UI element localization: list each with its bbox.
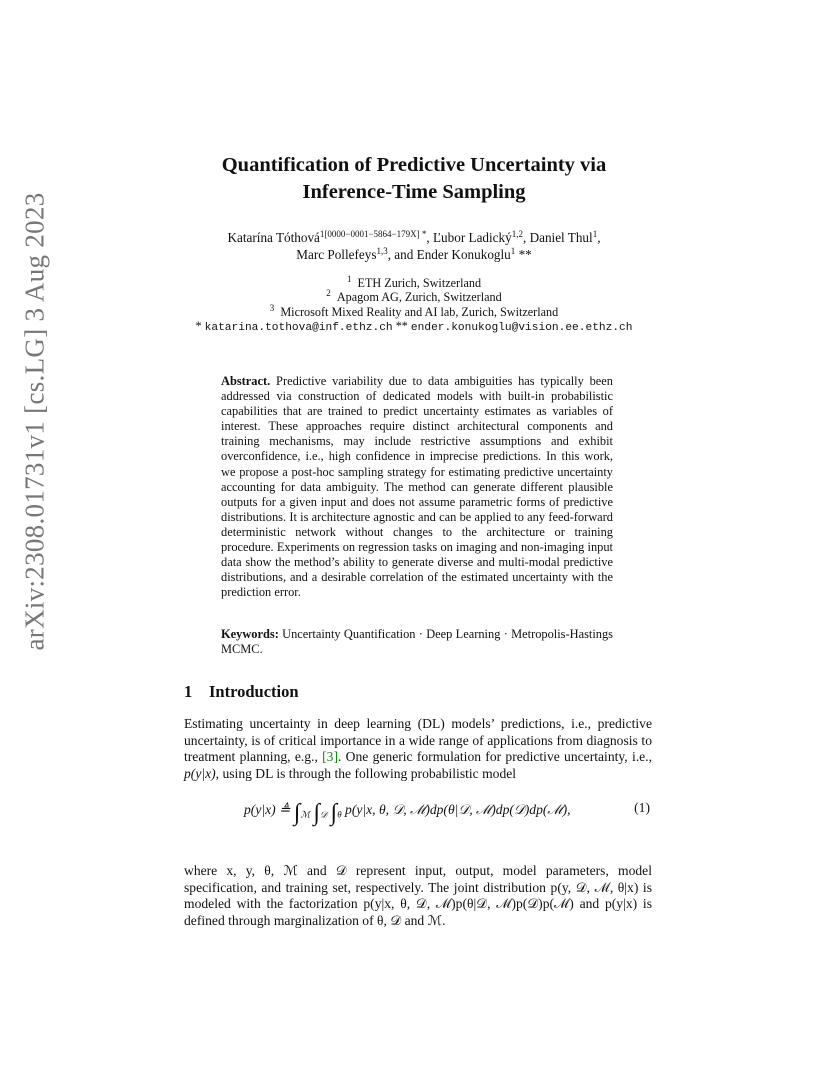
citation-link[interactable]: [3] [322,749,338,765]
affiliation-line [0,276,828,290]
affiliation-line [0,290,828,304]
author-superscript: 1 [510,246,516,256]
email-marker: ** [392,319,411,334]
author-name: , Daniel Thul [522,230,593,245]
equation-lhs: p(y|x) ≜ [244,802,291,817]
affiliation-text: Microsoft Mixed Reality and AI lab, Zurich, Switzerland [280,304,559,319]
affiliation-text: ETH Zurich, Switzerland [357,276,482,290]
paragraph-text: . One generic formulation for predictive uncertainty, i.e., [338,749,652,765]
keywords-label: Keywords: [221,627,279,641]
inline-math: p(y|x) [184,765,216,781]
abstract-text: Predictive variability due to data ambiguities has typically been addressed via construction of dedicated models with built-in probabilistic capabilities that are trained to predict uncertainty estimates as variables of interest. These approaches require distinct architectural components and training mechanisms, may include restrictive assumptions and exhibit overconfidence, i.e., high confidence in imprecise predictions. In this work, we propose a post-hoc sampling strategy for estimating predictive uncertainty accounting for data ambiguity. The method can generate different plausible outputs for a given input and does not assume parametric forms of predictive distributions. It is architecture agnostic and can be applied to any feed-forward deterministic network without changes to the architecture or training procedure. Experiments on regression tasks on imaging and non-imaging input data show the method’s ability to generate diverse and multi-modal predictive distributions, and a desirable correlation of the estimated uncertainty with the prediction error. [221,374,613,600]
corresponding-mark: ** [515,247,532,262]
arxiv-identifier-stamp: arXiv:2308.01731v1 [cs.LG] 3 Aug 2023 [19,192,50,651]
author-line-2 [0,246,828,263]
equation-rhs: p(y|x, θ, 𝒟, ℳ)dp(θ|𝒟, ℳ)dp(𝒟)dp(ℳ), [345,802,571,817]
integral-subscript: ℳ [300,809,311,820]
keywords-text: Uncertainty Quantification · Deep Learning · Metropolis-Hastings MCMC. [221,627,613,657]
author-separator: , [597,230,601,245]
equation-body [244,800,571,827]
integral-subscript: 𝒟 [320,809,328,820]
affiliation-number: 2 [326,288,331,299]
integral-subscript: θ [337,809,342,820]
affiliation-text: Apagom AG, Zurich, Switzerland [336,290,502,305]
author-superscript: 1,3 [376,246,388,256]
integral-sign: ∫ [293,800,301,826]
paper-title-line-1: Quantification of Predictive Uncertainty via [221,154,607,176]
abstract-label: Abstract. [221,374,271,388]
affiliations [0,276,828,336]
equation-number: (1) [634,800,650,815]
integral-sign: ∫ [330,800,338,826]
author-list [0,229,828,263]
author-superscript: 1,2 [511,229,523,239]
affiliation-number: 3 [269,302,275,313]
section-title: Introduction [209,682,299,701]
author-superscript: 1 [592,229,598,239]
integral-sign: ∫ [313,800,321,826]
equation-1 [184,794,652,834]
paragraph-text: , using DL is through the following probabilistic model [215,765,517,781]
email-marker: * [195,319,205,334]
author-line-1 [0,229,828,246]
section-number: 1 [184,682,193,701]
section-heading [184,682,299,702]
keywords [221,627,613,657]
intro-paragraph-2: where x, y, θ, ℳ and 𝒟 represent input, output, model parameters, model specification, and training set, respectively. The joint distribution p(y, 𝒟, ℳ, θ|x) is modeled with the factorization p(y|x, θ, 𝒟, ℳ)p(θ|𝒟, ℳ)p(𝒟)p(ℳ) and p(y|x) is defined through marginalization of θ, 𝒟 and ℳ. [184,863,652,928]
affiliation-number: 1 [346,274,352,284]
paper-title [0,152,828,206]
author-superscript: 1[0000−0001−5864−179X] * [319,229,427,239]
author-name: , and Ender Konukoglu [387,247,511,262]
affiliation-line [0,302,828,319]
author-name: Marc Pollefeys [296,247,377,262]
email-line [0,319,828,335]
paragraph-text: Estimating uncertainty in deep learning (DL) models’ predictions, i.e., predictive uncertainty, is of critical importance in a wide range of applications from diagnosis to treatment planning, e.g., [184,716,652,765]
paper-title-line-2: Inference-Time Sampling [302,181,526,203]
abstract [221,374,613,600]
email-address-2[interactable]: ender.konukoglu@vision.ee.ethz.ch [410,322,633,335]
email-address-1[interactable]: katarina.tothova@inf.ethz.ch [204,322,393,335]
author-name: , Ľubor Ladický [426,230,512,245]
author-name: Katarína Tóthová [227,230,320,245]
intro-paragraph-1 [184,716,652,782]
